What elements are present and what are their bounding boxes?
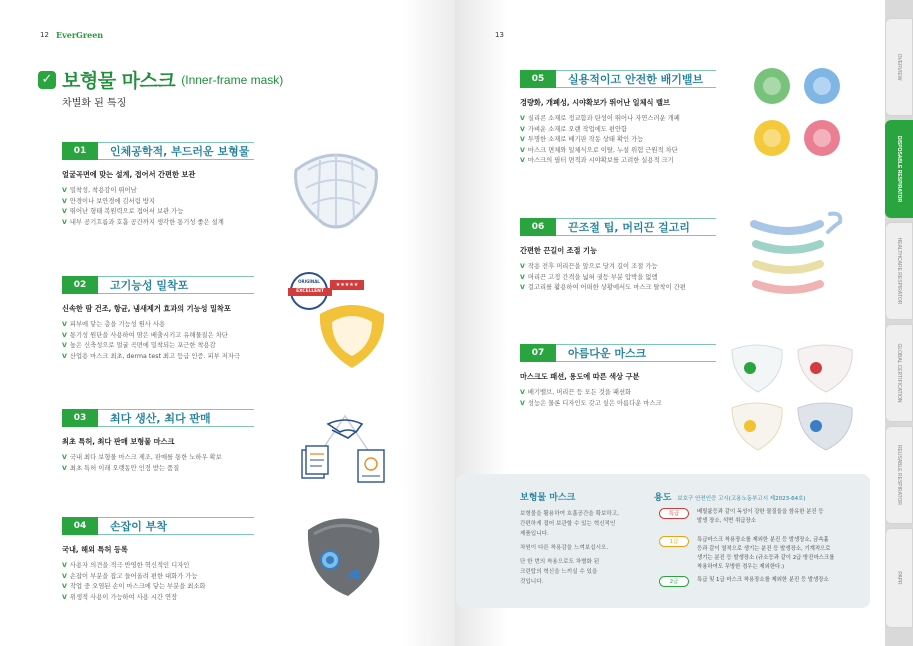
section-lead: 최초 특허, 최다 판매 보형물 마스크 — [62, 437, 175, 446]
section-number: 03 — [62, 409, 98, 427]
section-lead: 국내, 해외 특허 등록 — [62, 545, 128, 554]
section-title: 손잡이 부착 — [110, 520, 167, 533]
list-item: V 성능은 물론 디자인도 갖고 싶은 아름다운 마스크 — [520, 399, 662, 407]
inner-frame-image — [288, 140, 384, 232]
list-item: V 뛰어난 형태 복원력으로 접어서 보관 가능 — [62, 208, 184, 216]
info-heading: 보형물 마스크 — [520, 493, 576, 503]
list-item: V 가벼운 소재로 오랜 작업에도 편안함 — [520, 125, 628, 133]
rating-stars: ★★★★★ — [330, 280, 364, 290]
page-title: 보형물 마스크 — [62, 70, 176, 92]
section-number: 05 — [520, 70, 556, 88]
section-number: 01 — [62, 142, 98, 160]
section-header — [520, 344, 716, 362]
section-03 — [62, 409, 254, 474]
list-item: V 걸고리를 활용하여 어떠한 상황에서도 마스크 탈착이 간편 — [520, 284, 686, 292]
section-02 — [62, 276, 254, 362]
left-page — [0, 0, 455, 646]
list-item: V 마스크의 필터 면적과 시야확보를 고려한 실용적 크기 — [520, 157, 674, 165]
section-06 — [520, 218, 716, 294]
section-lead: 간편한 끈길이 조절 기능 — [520, 246, 597, 255]
tab-overview[interactable]: OVERVIEW — [885, 18, 913, 116]
info-box-left: 보형물 마스크 보형물을 활용하여 호흡공간을 확보하고, 간편하게 접어 보관할 수 있는 혁신적인 제품입니다. 차원이 다른 착용감을 느껴보십시오. 단 한 번의 착용으로도 차별화 된 크린탑의 혁신을 느끼실 수 있을 것입니다. — [520, 490, 650, 587]
list-item: V 작용 전후 머리끈을 앞으로 당겨 길이 조절 가능 — [520, 263, 658, 270]
handshake-icon — [300, 402, 390, 488]
page-number: 12 — [40, 31, 49, 39]
certification-badge: ORIGINAL EXCELLENT — [290, 272, 328, 310]
section-lead: 마스크도 패션, 용도에 따른 색상 구분 — [520, 372, 640, 381]
page-title-en: (Inner-frame mask) — [181, 72, 284, 87]
section-header — [62, 142, 254, 160]
section-header — [62, 276, 254, 294]
grade-badge: 2급 — [659, 576, 689, 587]
section-07 — [520, 344, 716, 409]
tab-disposable-respirator[interactable]: DISPOSABLE RESPIRATOR — [885, 120, 913, 218]
side-tabs — [885, 18, 913, 646]
list-item: V 통기성 원단을 사용하여 땀은 배출시키고 유해물질은 차단 — [62, 331, 228, 339]
list-item: V 피부에 닿는 층을 기능성 원사 사용 — [62, 321, 166, 328]
list-item: V 사용자 의견을 적극 반영한 혁신적인 디자인 — [62, 562, 190, 569]
section-04 — [62, 517, 254, 603]
mask-padding-image — [316, 300, 388, 370]
section-lead: 경량화, 개폐성, 시야확보가 뛰어난 일체식 밸브 — [520, 98, 670, 107]
list-item: V 높은 신축성으로 얼굴 곡면에 밀착되는 포근한 착용감 — [62, 342, 216, 350]
list-item: V 위생적 사용이 가능하여 사용 시간 연장 — [62, 593, 178, 601]
grade-badge: 특급 — [659, 508, 689, 519]
section-title: 고기능성 밀착포 — [110, 279, 189, 292]
list-item: V 손잡이 부분을 잡고 들어올려 편한 대화가 가능 — [62, 572, 198, 580]
tab-reusable-respirator[interactable]: REUSABLE RESPIRATOR — [885, 426, 913, 524]
grade-row: 2급 특급 및 1급 마스크 착용장소를 제외한 분진 등 발생장소 — [659, 576, 857, 587]
list-item: V 실리콘 소재로 정교함과 탄성이 뛰어나 자연스러운 개폐 — [520, 115, 680, 122]
section-title: 실용적이고 안전한 배기밸브 — [568, 73, 704, 86]
list-item: V 마스크 면체와 일체식으로 이탈, 누설 위험 근원적 차단 — [520, 146, 678, 154]
list-item: V 내부 공기흐름과 호흡 공간까지 생각한 통기성 좋은 설계 — [62, 218, 224, 226]
section-title: 최다 생산, 최다 판매 — [110, 412, 211, 425]
strap-tip-images — [750, 210, 846, 302]
section-lead: 신속한 땀 건조, 항균, 냄새제거 효과의 기능성 밀착포 — [62, 304, 231, 313]
section-05 — [520, 70, 716, 167]
list-item: V 머리끈 고정 간격을 넓혀 귓등 부분 압박을 없앰 — [520, 273, 658, 281]
grade-badge: 1급 — [659, 536, 689, 547]
section-title: 끈조절 팁, 머리끈 걸고리 — [568, 221, 690, 234]
tab-healthcare-respirator[interactable]: HEALTHCARE RESPIRATOR — [885, 222, 913, 320]
section-number: 06 — [520, 218, 556, 236]
list-item: V 밀착성, 착용감이 뛰어남 — [62, 187, 137, 194]
section-01 — [62, 142, 254, 228]
section-lead: 얼굴곡면에 맞는 설계, 접어서 간편한 보관 — [62, 170, 196, 179]
list-item: V 국내 최다 보형물 마스크 제조, 판매를 통한 노하우 확보 — [62, 454, 222, 461]
list-item: V 작업 중 오염된 손이 마스크에 닿는 부분을 최소화 — [62, 583, 206, 591]
grade-row: 1급 특급마스크 착용장소를 제외한 분진 등 발생장소, 금속흄 등과 같이 열적으로 생기는 분진 등 발생장소, 기계적으로 생기는 분진 등 발생장소 (규소등과 같이 2급 방진마스크를 착용하여도 무방한 경우는 제외한다.) — [659, 536, 857, 572]
list-item: V 산업용 마스크 최초, derma test 최고 등급 인증. 피부 저자극 — [62, 352, 240, 360]
section-title: 인체공학적, 부드러운 보형물 — [110, 145, 250, 158]
colored-mask-images — [728, 338, 858, 462]
list-item: V 투명한 소재로 배기판 작동 상태 확인 가능 — [520, 136, 644, 144]
mask-handle-image — [300, 510, 386, 600]
grade-row: 특급 베릴륨등과 같이 독성이 강한 물질들을 함유한 분진 등 발생 장소, 석면 취급장소 — [659, 508, 857, 526]
page-title-row — [38, 66, 283, 93]
section-header — [520, 218, 716, 236]
section-number: 04 — [62, 517, 98, 535]
section-header — [62, 409, 254, 427]
brand-logo: EverGreen — [56, 30, 104, 40]
usage-header: 용도 보호구 안전인증 고시(고용노동부고시 제2023-64호) — [654, 493, 806, 503]
tab-global-certification[interactable]: GLOBAL CERTIFICATION — [885, 324, 913, 422]
page-number: 13 — [495, 31, 504, 39]
list-item: V 안경이나 보안경에 김서림 방지 — [62, 197, 155, 205]
section-title: 아름다운 마스크 — [568, 347, 647, 360]
section-number: 07 — [520, 344, 556, 362]
section-number: 02 — [62, 276, 98, 294]
list-item: V 최초 특허 이래 오랫동안 인정 받는 품질 — [62, 464, 180, 472]
checkbox-icon: ✓ — [38, 71, 56, 89]
exhaust-valve-images — [750, 66, 846, 162]
section-header — [520, 70, 716, 88]
tab-papr[interactable]: PAPR — [885, 528, 913, 628]
section-header — [62, 517, 254, 535]
page-subtitle: 차별화 된 특징 — [62, 98, 127, 109]
list-item: V 배기밸브, 머리끈 등 모든 것을 패션화 — [520, 389, 632, 396]
